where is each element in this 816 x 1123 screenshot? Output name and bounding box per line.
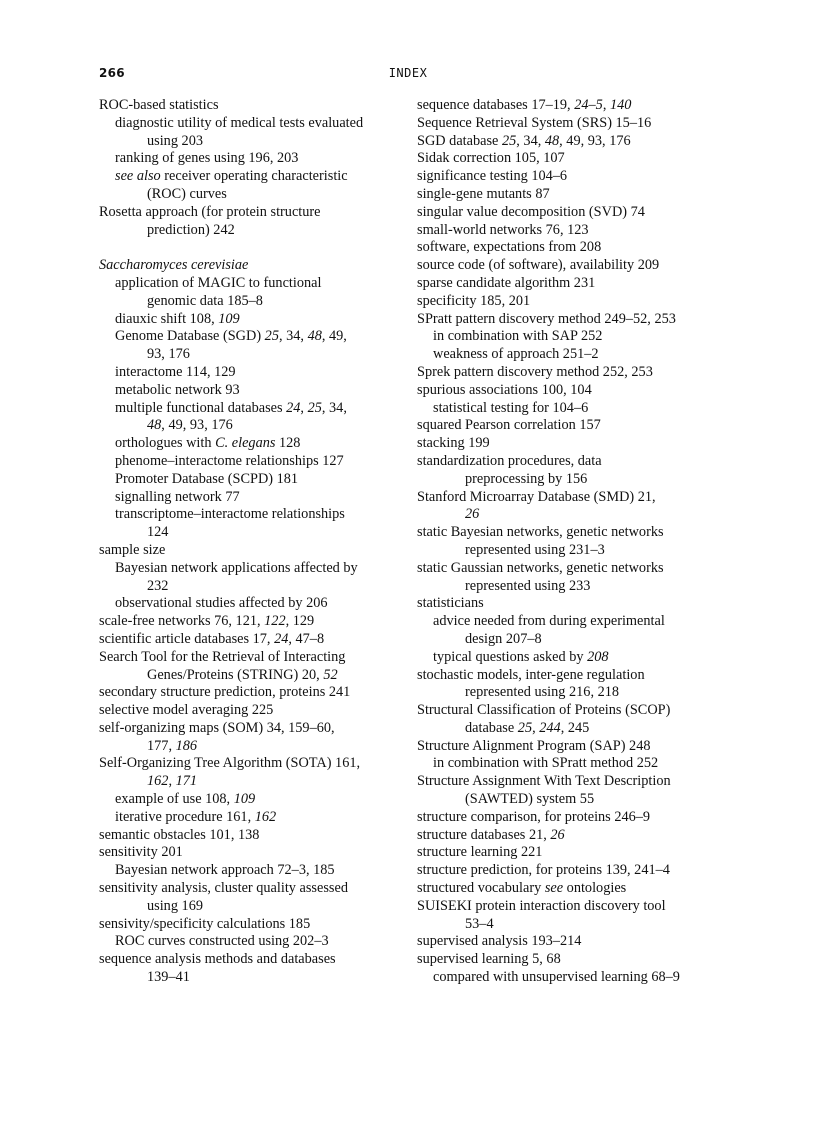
- index-entry-continuation: [99, 133, 403, 151]
- entry-text: in combination with SPratt method 252: [433, 755, 659, 772]
- entry-text: , 34,: [278, 328, 308, 345]
- index-entry: [417, 382, 722, 400]
- entry-text: Sidak correction 105, 107: [417, 150, 565, 167]
- italic-text: 162: [147, 773, 169, 790]
- index-subentry: [99, 400, 403, 418]
- italic-text: 162: [254, 808, 277, 825]
- index-entry: [417, 435, 722, 453]
- entry-text: structured vocabulary: [417, 880, 545, 897]
- index-subentry: [99, 453, 403, 471]
- index-subentry: [99, 150, 403, 168]
- entry-text: represented using 216, 218: [465, 684, 620, 701]
- index-entry: [417, 97, 722, 115]
- italic-text: 48: [147, 417, 162, 434]
- entry-text: 124: [147, 524, 169, 541]
- entry-text: Search Tool for the Retrieval of Interacting: [99, 648, 346, 665]
- index-entry: [417, 489, 722, 507]
- index-entry-continuation: [99, 738, 403, 756]
- index-subentry: [99, 311, 403, 329]
- entry-text: SPratt pattern discovery method 249–52, 253: [417, 310, 676, 327]
- entry-text: transcriptome–interactome relationships: [115, 506, 345, 523]
- index-subentry: [417, 613, 722, 631]
- entry-text: structure learning 221: [417, 844, 543, 861]
- index-subentry: [417, 969, 722, 987]
- index-entry-continuation: [417, 471, 722, 489]
- index-entry-continuation: [99, 898, 403, 916]
- entry-text: multiple functional databases: [115, 399, 287, 416]
- entry-text: , 129: [285, 613, 315, 630]
- index-subentry: [99, 435, 403, 453]
- entry-text: small-world networks 76, 123: [417, 221, 589, 238]
- index-entry: [417, 239, 722, 257]
- italic-text: 24–5: [574, 97, 603, 113]
- index-entry: [417, 150, 722, 168]
- index-entry: [417, 809, 722, 827]
- entry-text: using 169: [147, 897, 204, 914]
- italic-text: 26: [550, 826, 565, 843]
- entry-text: ,: [602, 97, 610, 113]
- entry-text: structure databases 21,: [417, 826, 551, 843]
- index-entry: [99, 649, 403, 667]
- entry-text: ROC curves constructed using 202–3: [115, 933, 329, 950]
- entry-text: Sprek pattern discovery method 252, 253: [417, 363, 653, 380]
- entry-text: standardization procedures, data: [417, 452, 602, 469]
- entry-text: ranking of genes using 196, 203: [115, 150, 299, 167]
- entry-text: ,: [532, 719, 540, 736]
- index-subentry: [417, 328, 722, 346]
- index-entry-continuation: [417, 631, 722, 649]
- entry-text: Bayesian network applications affected by: [115, 559, 358, 576]
- entry-text: genomic data 185–8: [147, 292, 263, 309]
- index-entry: [417, 311, 722, 329]
- index-entry: [99, 204, 403, 222]
- italic-text: 48: [544, 132, 560, 149]
- index-entry: [417, 844, 722, 862]
- entry-text: Genes/Proteins (STRING) 20,: [147, 666, 324, 683]
- entry-text: Structural Classification of Proteins (SCOP): [417, 702, 671, 719]
- entry-text: compared with unsupervised learning 68–9: [433, 969, 680, 986]
- index-subentry: [99, 560, 403, 578]
- entry-text: design 207–8: [465, 630, 542, 647]
- entry-text: selective model averaging 225: [99, 702, 274, 719]
- index-entry: [417, 898, 722, 916]
- entry-text: scientific article databases 17,: [99, 630, 275, 647]
- index-column-right: [417, 97, 722, 987]
- entry-text: structure comparison, for proteins 246–9: [417, 808, 651, 825]
- index-entry: [99, 702, 403, 720]
- index-entry: [417, 204, 722, 222]
- index-entry: [417, 560, 722, 578]
- index-entry-continuation: [417, 506, 722, 524]
- italic-text: Saccharomyces cerevisiae: [99, 257, 249, 274]
- entry-text: ontologies: [563, 880, 627, 897]
- index-entry: [99, 844, 403, 862]
- index-entry-continuation: [417, 684, 722, 702]
- entry-text: Self-Organizing Tree Algorithm (SOTA) 161,: [99, 755, 361, 772]
- index-entry: [99, 880, 403, 898]
- entry-text: ,: [300, 399, 308, 416]
- entry-text: scale-free networks 76, 121,: [99, 613, 265, 630]
- entry-text: sparse candidate algorithm 231: [417, 274, 596, 291]
- entry-text: Stanford Microarray Database (SMD) 21,: [417, 488, 656, 505]
- italic-text: 24: [286, 399, 301, 416]
- index-entry: [417, 133, 722, 151]
- entry-text: ROC-based statistics: [99, 97, 219, 113]
- entry-text: , 34,: [516, 132, 545, 149]
- index-entry-continuation: [417, 720, 722, 738]
- entry-text: , 245: [560, 719, 590, 736]
- index-entry-continuation: [99, 186, 403, 204]
- entry-text: 53–4: [465, 915, 494, 932]
- index-entry: [417, 257, 722, 275]
- entry-text: spurious associations 100, 104: [417, 381, 592, 398]
- entry-text: using 203: [147, 132, 204, 149]
- italic-text: 25: [264, 328, 279, 345]
- entry-text: Bayesian network approach 72–3, 185: [115, 862, 335, 879]
- entry-text: represented using 233: [465, 577, 591, 594]
- entry-text: , 34,: [321, 399, 347, 416]
- entry-text: Genome Database (SGD): [115, 328, 265, 345]
- entry-text: squared Pearson correlation 157: [417, 417, 601, 434]
- entry-text: semantic obstacles 101, 138: [99, 826, 260, 843]
- entry-text: supervised analysis 193–214: [417, 933, 582, 950]
- index-entry: [417, 524, 722, 542]
- entry-text: software, expectations from 208: [417, 239, 602, 256]
- index-entry-continuation: [99, 293, 403, 311]
- index-entry: [99, 684, 403, 702]
- italic-text: 24: [274, 630, 289, 647]
- index-subentry: [99, 115, 403, 133]
- entry-text: SUISEKI protein interaction discovery tool: [417, 897, 666, 914]
- entry-text: single-gene mutants 87: [417, 185, 550, 202]
- italic-text: 25: [517, 719, 533, 736]
- index-entry-continuation: [417, 916, 722, 934]
- entry-text: , 49, 93, 176: [161, 417, 233, 434]
- italic-text: 122: [264, 613, 286, 630]
- entry-text: Structure Assignment With Text Description: [417, 773, 671, 790]
- italic-text: 208: [587, 648, 609, 665]
- index-entry: [417, 862, 722, 880]
- entry-text: ,: [168, 773, 176, 790]
- index-entry: [417, 951, 722, 969]
- entry-text: Promoter Database (SCPD) 181: [115, 470, 299, 487]
- entry-text: diauxic shift 108,: [115, 310, 219, 327]
- entry-text: receiver operating characteristic: [160, 168, 348, 185]
- index-entry-continuation: [417, 542, 722, 560]
- index-entry: [417, 773, 722, 791]
- entry-text: phenome–interactome relationships 127: [115, 452, 344, 469]
- italic-text: 109: [218, 310, 240, 327]
- index-subentry: [417, 346, 722, 364]
- index-entry-continuation: [99, 222, 403, 240]
- italic-text: 25: [501, 132, 517, 149]
- index-entry-continuation: [417, 578, 722, 596]
- entry-text: 139–41: [147, 969, 190, 986]
- index-entry: [417, 186, 722, 204]
- entry-text: orthologues with: [115, 435, 216, 452]
- index-subentry: [99, 275, 403, 293]
- index-entry: [417, 827, 722, 845]
- running-header: [99, 66, 717, 84]
- entry-text: SGD database: [417, 132, 502, 149]
- entry-text: sensitivity 201: [99, 844, 183, 861]
- index-subentry: [417, 755, 722, 773]
- entry-text: (ROC) curves: [147, 185, 227, 202]
- index-subentry: [99, 328, 403, 346]
- index-entry: [417, 222, 722, 240]
- entry-text: singular value decomposition (SVD) 74: [417, 203, 645, 220]
- entry-text: stacking 199: [417, 435, 490, 452]
- italic-text: 25: [307, 399, 322, 416]
- entry-text: self-organizing maps (SOM) 34, 159–60,: [99, 719, 335, 736]
- entry-text: secondary structure prediction, proteins 241: [99, 684, 351, 701]
- entry-text: supervised learning 5, 68: [417, 951, 561, 968]
- entry-text: preprocessing by 156: [465, 470, 588, 487]
- entry-text: significance testing 104–6: [417, 168, 568, 185]
- entry-text: sample size: [99, 541, 166, 558]
- italic-text: 26: [465, 506, 480, 523]
- entry-text: sensitivity analysis, cluster quality assessed: [99, 880, 348, 897]
- index-column-left: [99, 97, 403, 987]
- index-entry: [417, 880, 722, 898]
- index-subentry: [99, 791, 403, 809]
- index-subentry: [417, 400, 722, 418]
- index-subentry: [99, 168, 403, 186]
- entry-text: iterative procedure 161,: [115, 808, 255, 825]
- index-entry: [417, 667, 722, 685]
- entry-text: static Gaussian networks, genetic networks: [417, 559, 664, 576]
- entry-text: typical questions asked by: [433, 648, 588, 665]
- index-subentry: [99, 506, 403, 524]
- index-entry: [417, 702, 722, 720]
- index-entry: [99, 97, 403, 115]
- entry-text: interactome 114, 129: [115, 363, 236, 380]
- running-head-title: INDEX: [388, 66, 428, 80]
- index-entry: [417, 738, 722, 756]
- italic-text: see also: [115, 168, 161, 185]
- index-subentry: [99, 489, 403, 507]
- italic-text: 109: [233, 791, 256, 808]
- index-entry: [417, 417, 722, 435]
- entry-text: application of MAGIC to functional: [115, 274, 322, 291]
- italic-text: 186: [175, 737, 198, 754]
- index-entry: [417, 933, 722, 951]
- entry-text: structure prediction, for proteins 139, 241–4: [417, 862, 670, 879]
- italic-text: see: [544, 880, 564, 897]
- index-entry-continuation: [99, 417, 403, 435]
- index-subentry: [99, 595, 403, 613]
- index-entry: [99, 542, 403, 560]
- entry-text: static Bayesian networks, genetic networks: [417, 524, 664, 541]
- entry-text: sensivity/specificity calculations 185: [99, 915, 311, 932]
- index-entry-continuation: [99, 346, 403, 364]
- entry-text: , 47–8: [288, 630, 325, 647]
- entry-text: sequence analysis methods and databases: [99, 951, 336, 968]
- index-entry: [99, 916, 403, 934]
- entry-text: signalling network 77: [115, 488, 240, 505]
- entry-text: , 49, 93, 176: [559, 132, 631, 149]
- entry-text: source code (of software), availability 209: [417, 257, 660, 274]
- entry-text: database: [465, 719, 518, 736]
- entry-text: in combination with SAP 252: [433, 328, 603, 345]
- entry-text: specificity 185, 201: [417, 292, 531, 309]
- index-subentry: [99, 809, 403, 827]
- entry-text: sequence databases 17–19,: [417, 97, 575, 113]
- index-entry: [99, 720, 403, 738]
- index-entry-continuation: [417, 791, 722, 809]
- index-subentry: [99, 471, 403, 489]
- italic-text: 52: [323, 666, 338, 683]
- entry-text: statistical testing for 104–6: [433, 399, 589, 416]
- entry-text: (SAWTED) system 55: [465, 791, 595, 808]
- index-entry: [417, 453, 722, 471]
- entry-text: metabolic network 93: [115, 381, 240, 398]
- entry-text: Rosetta approach (for protein structure: [99, 203, 321, 220]
- page-number: 266: [99, 66, 125, 80]
- italic-text: 171: [175, 773, 198, 790]
- index-subentry: [417, 649, 722, 667]
- index-subentry: [99, 862, 403, 880]
- entry-text: , 49,: [321, 328, 347, 345]
- index-subentry: [99, 364, 403, 382]
- index-entry: [417, 115, 722, 133]
- index-entry-continuation: [99, 969, 403, 987]
- entry-text: 93, 176: [147, 346, 190, 363]
- index-entry: [99, 257, 403, 275]
- entry-text: 177,: [147, 737, 176, 754]
- index-entry: [417, 364, 722, 382]
- index-subentry: [99, 382, 403, 400]
- index-entry: [417, 275, 722, 293]
- entry-text: stochastic models, inter-gene regulation: [417, 666, 645, 683]
- entry-text: Sequence Retrieval System (SRS) 15–16: [417, 114, 652, 131]
- index-entry-continuation: [99, 667, 403, 685]
- index-entry: [99, 613, 403, 631]
- entry-text: 128: [275, 435, 301, 452]
- index-entry-continuation: [99, 578, 403, 596]
- italic-text: 140: [609, 97, 632, 113]
- index-subentry: [99, 933, 403, 951]
- entry-text: observational studies affected by 206: [115, 595, 328, 612]
- entry-text: statisticians: [417, 595, 484, 612]
- italic-text: C. elegans: [215, 435, 276, 452]
- index-entry-continuation: [99, 773, 403, 791]
- entry-text: diagnostic utility of medical tests evaluated: [115, 114, 364, 131]
- entry-text: represented using 231–3: [465, 541, 605, 558]
- index-entry: [417, 293, 722, 311]
- index-entry: [99, 951, 403, 969]
- index-entry-continuation: [99, 524, 403, 542]
- index-entry: [417, 595, 722, 613]
- entry-text: Structure Alignment Program (SAP) 248: [417, 737, 651, 754]
- entry-text: 232: [147, 577, 169, 594]
- entry-text: prediction) 242: [147, 221, 235, 238]
- entry-text: weakness of approach 251–2: [433, 346, 599, 363]
- entry-text: example of use 108,: [115, 791, 234, 808]
- entry-text: advice needed from during experimental: [433, 613, 665, 630]
- index-entry: [417, 168, 722, 186]
- index-entry: [99, 827, 403, 845]
- index-entry: [99, 631, 403, 649]
- index-entry: [99, 755, 403, 773]
- italic-text: 244: [539, 719, 561, 736]
- italic-text: 48: [307, 328, 322, 345]
